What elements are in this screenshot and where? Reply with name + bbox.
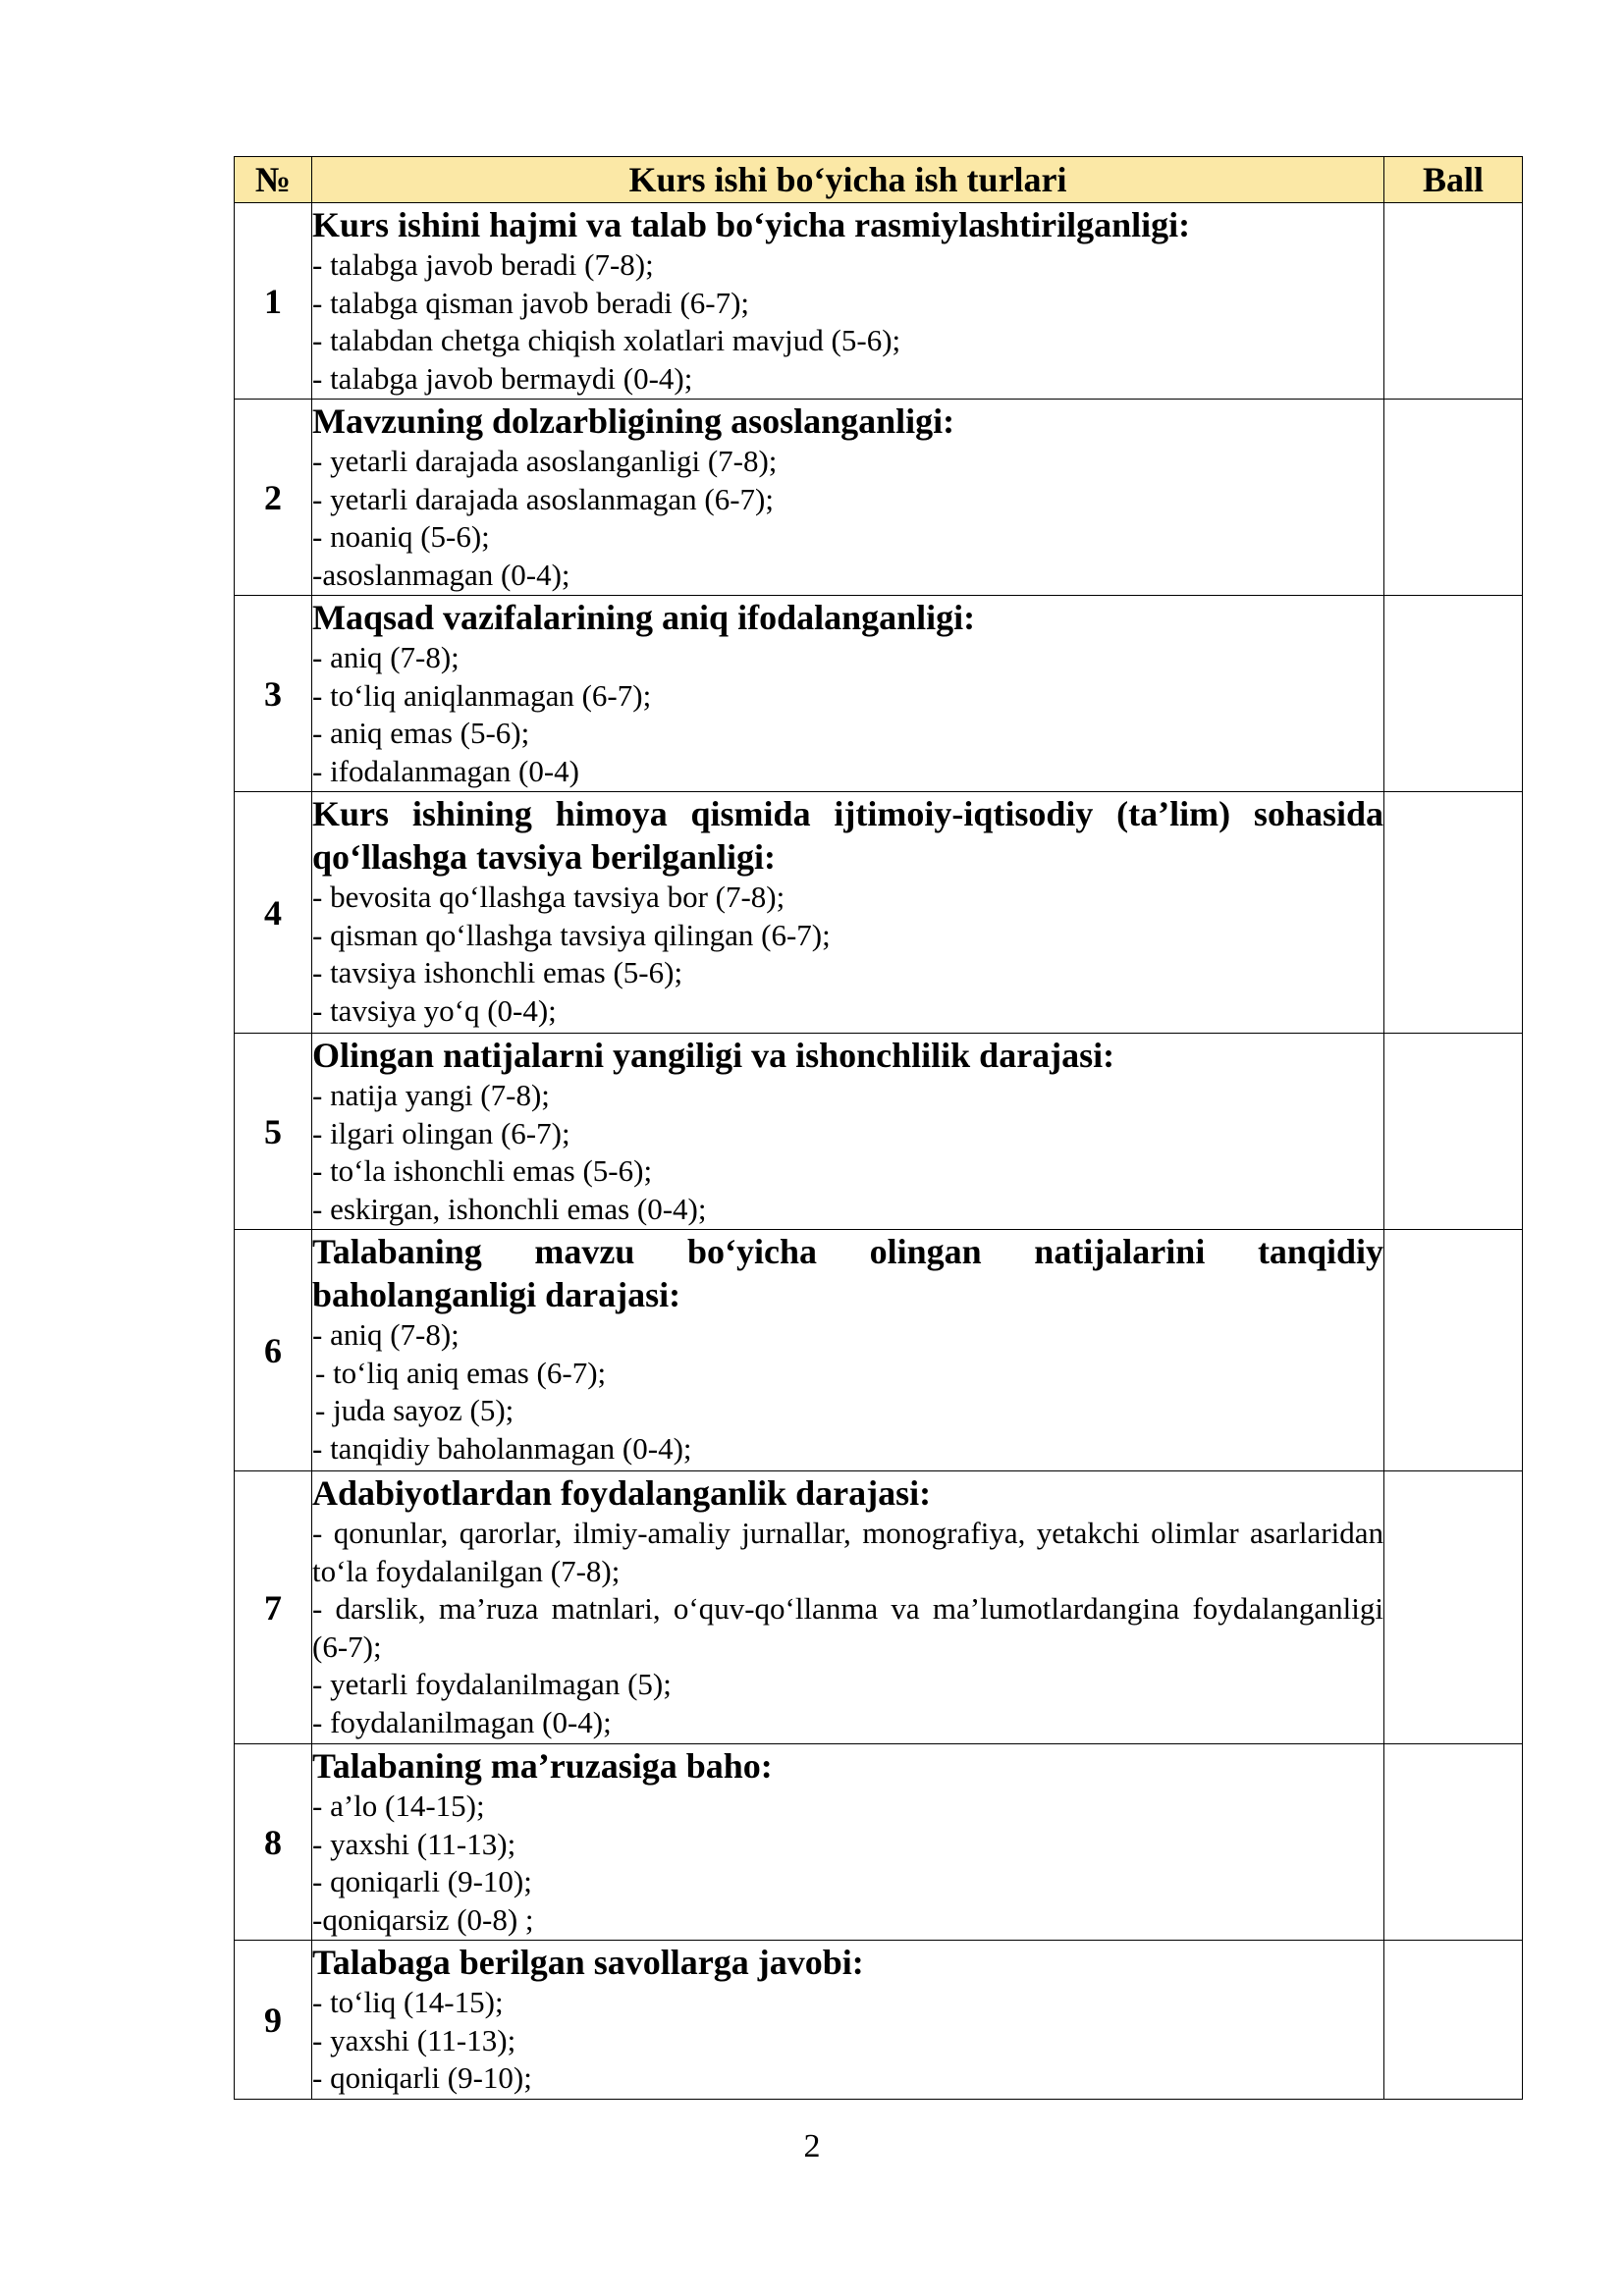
score-cell[interactable] bbox=[1384, 1471, 1523, 1744]
criterion-option: - talabga javob beradi (7-8); bbox=[312, 247, 654, 282]
criterion-title: Kurs ishini hajmi va talab bo‘yicha rasmiylashtirilganligi: bbox=[312, 205, 1191, 244]
table-row bbox=[235, 596, 1523, 792]
table-row bbox=[235, 1034, 1523, 1230]
grading-criteria-table bbox=[234, 156, 1523, 2100]
criterion-option: - to‘la ishonchli emas (5-6); bbox=[312, 1153, 653, 1188]
score-cell[interactable] bbox=[1384, 1941, 1523, 2100]
table-row bbox=[235, 1230, 1523, 1471]
criterion-option: - yetarli darajada asoslanganligi (7-8); bbox=[312, 444, 778, 478]
score-cell[interactable] bbox=[1384, 1230, 1523, 1471]
score-cell[interactable] bbox=[1384, 1034, 1523, 1230]
criterion-title: Mavzuning dolzarbligining asoslanganligi: bbox=[312, 401, 955, 441]
criterion-cell bbox=[312, 203, 1384, 400]
page-number: 2 bbox=[803, 2128, 821, 2164]
score-cell[interactable] bbox=[1384, 792, 1523, 1034]
criterion-option: - aniq (7-8); bbox=[312, 640, 460, 674]
criterion-cell bbox=[312, 1471, 1384, 1744]
criterion-option: - qoniqarli (9-10); bbox=[312, 2060, 532, 2095]
criterion-option: - juda sayoz (5); bbox=[315, 1393, 514, 1427]
criterion-option: - darslik, ma’ruza matnlari, o‘quv-qo‘llanma va ma’lumotlardangina foydalanganligi (6-7); bbox=[312, 1591, 1383, 1664]
header-score: Ball bbox=[1384, 157, 1523, 203]
criterion-cell bbox=[312, 1744, 1384, 1941]
criterion-cell bbox=[312, 1941, 1384, 2100]
criterion-title: Maqsad vazifalarining aniq ifodalanganligi: bbox=[312, 598, 976, 637]
criterion-option: - aniq emas (5-6); bbox=[312, 716, 530, 750]
criterion-option: - aniq (7-8); bbox=[312, 1317, 460, 1352]
table-row bbox=[235, 400, 1523, 596]
criterion-title: Talabaga berilgan savollarga javobi: bbox=[312, 1943, 864, 1982]
criterion-cell bbox=[312, 400, 1384, 596]
row-number: 7 bbox=[235, 1471, 312, 1744]
criterion-option: - ilgari olingan (6-7); bbox=[312, 1115, 570, 1150]
table-body bbox=[235, 203, 1523, 2100]
criterion-option: - noaniq (5-6); bbox=[312, 519, 490, 554]
criterion-title: Adabiyotlardan foydalanganlik darajasi: bbox=[312, 1473, 932, 1513]
table-row bbox=[235, 1744, 1523, 1941]
criterion-cell bbox=[312, 792, 1384, 1034]
criterion-option: - foydalanilmagan (0-4); bbox=[312, 1704, 612, 1739]
criterion-option: -qoniqarsiz (0-8) ; bbox=[312, 1901, 534, 1937]
criterion-option: - natija yangi (7-8); bbox=[312, 1078, 550, 1112]
criterion-option: - yetarli darajada asoslanmagan (6-7); bbox=[312, 481, 774, 516]
row-number: 4 bbox=[235, 792, 312, 1034]
criterion-option: - tanqidiy baholanmagan (0-4); bbox=[312, 1430, 692, 1466]
table-row bbox=[235, 203, 1523, 400]
criterion-option: - talabga qisman javob beradi (6-7); bbox=[312, 285, 750, 320]
score-cell[interactable] bbox=[1384, 1744, 1523, 1941]
criterion-option: - qisman qo‘llashga tavsiya qilingan (6-7); bbox=[312, 917, 831, 952]
criterion-title: Talabaning ma’ruzasiga baho: bbox=[312, 1746, 773, 1786]
row-number: 3 bbox=[235, 596, 312, 792]
criterion-option: - tavsiya yo‘q (0-4); bbox=[312, 992, 557, 1028]
criterion-cell bbox=[312, 596, 1384, 792]
criterion-title: Olingan natijalarni yangiligi va ishonchlilik darajasi: bbox=[312, 1036, 1115, 1075]
criterion-option: - qonunlar, qarorlar, ilmiy-amaliy jurnallar, monografiya, yetakchi olimlar asarlaridan to‘la foydalanilgan (7-8); bbox=[312, 1516, 1383, 1588]
criterion-option: - talabdan chetga chiqish xolatlari mavjud (5-6); bbox=[312, 323, 901, 357]
criterion-option: - bevosita qo‘llashga tavsiya bor (7-8); bbox=[312, 880, 785, 914]
criterion-title: Kurs ishining himoya qismida ijtimoiy-iqtisodiy (ta’lim) sohasida qo‘llashga tavsiya berilganligi: bbox=[312, 794, 1383, 877]
criterion-option: - tavsiya ishonchli emas (5-6); bbox=[312, 955, 683, 989]
header-criteria: Kurs ishi bo‘yicha ish turlari bbox=[312, 157, 1384, 203]
row-number: 6 bbox=[235, 1230, 312, 1471]
criterion-option: - qoniqarli (9-10); bbox=[312, 1864, 532, 1898]
row-number: 5 bbox=[235, 1034, 312, 1230]
criterion-option: - to‘liq (14-15); bbox=[312, 1985, 504, 2019]
criterion-option: - a’lo (14-15); bbox=[312, 1789, 485, 1823]
criterion-option: - yaxshi (11-13); bbox=[312, 1826, 516, 1861]
score-cell[interactable] bbox=[1384, 203, 1523, 400]
criterion-cell bbox=[312, 1230, 1384, 1471]
criterion-option: - talabga javob bermaydi (0-4); bbox=[312, 360, 693, 396]
criterion-option: -asoslanmagan (0-4); bbox=[312, 557, 570, 592]
criterion-title: Talabaning mavzu bo‘yicha olingan natijalarini tanqidiy baholanganligi darajasi: bbox=[312, 1232, 1383, 1314]
criterion-option: - ifodalanmagan (0-4) bbox=[312, 753, 579, 788]
score-cell[interactable] bbox=[1384, 400, 1523, 596]
table-row bbox=[235, 1471, 1523, 1744]
criterion-option: - to‘liq aniqlanmagan (6-7); bbox=[312, 677, 652, 713]
row-number: 1 bbox=[235, 203, 312, 400]
table-row bbox=[235, 1941, 1523, 2100]
criterion-option: - to‘liq aniq emas (6-7); bbox=[315, 1355, 607, 1390]
row-number: 9 bbox=[235, 1941, 312, 2100]
criterion-option: - eskirgan, ishonchli emas (0-4); bbox=[312, 1191, 707, 1226]
header-number: № bbox=[235, 157, 312, 203]
score-cell[interactable] bbox=[1384, 596, 1523, 792]
table-row bbox=[235, 792, 1523, 1034]
criterion-cell bbox=[312, 1034, 1384, 1230]
table-header-row bbox=[235, 157, 1523, 203]
row-number: 8 bbox=[235, 1744, 312, 1941]
row-number: 2 bbox=[235, 400, 312, 596]
criterion-option: - yaxshi (11-13); bbox=[312, 2022, 516, 2057]
criterion-option: - yetarli foydalanilmagan (5); bbox=[312, 1667, 672, 1701]
